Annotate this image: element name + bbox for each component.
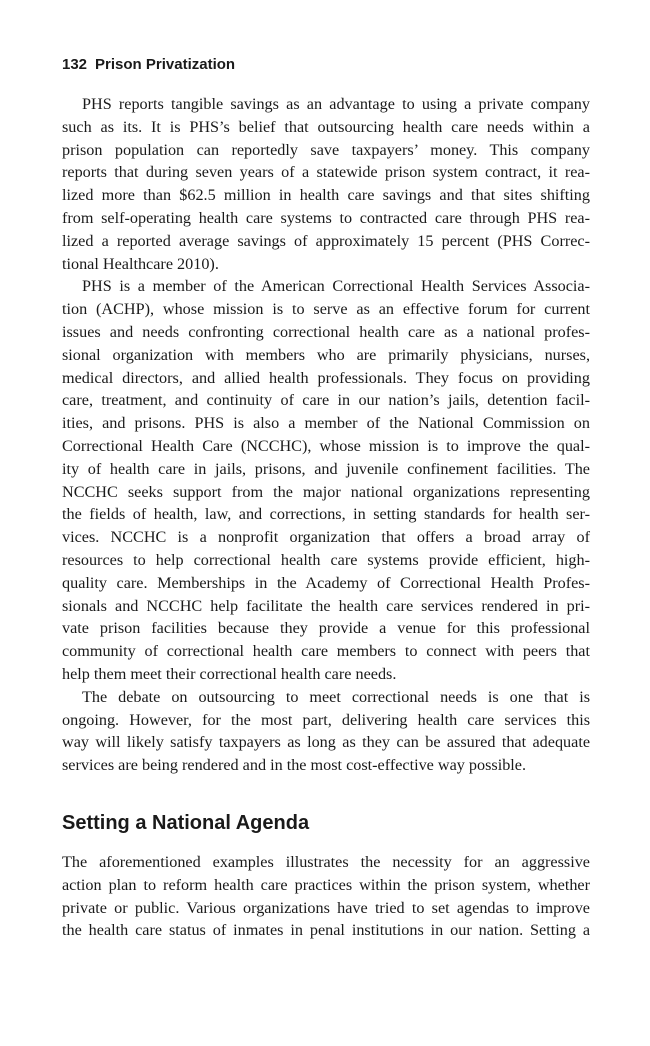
text-line: action plan to reform health care practices within the prison system, whether [62,875,590,894]
text-line: ities, and prisons. PHS is also a member of the National Commission on [62,414,590,433]
text-line: lized a reported average savings of approximately 15 percent (PHS Correc- [62,231,590,250]
text-line: private or public. Various organizations have tried to set agendas to improve [62,898,590,917]
paragraph [62,851,590,942]
text-line: PHS reports tangible savings as an advantage to using a private company [82,95,590,113]
section-body-text [62,851,590,942]
text-line: care, treatment, and continuity of care in our nation’s jails, detention facil- [62,391,590,410]
text-line: the fields of health, law, and corrections, in setting standards for health ser- [62,505,590,524]
text-line: medical directors, and allied health professionals. They focus on providing [62,368,590,387]
running-title: Prison Privatization [95,56,236,73]
text-line: services are being rendered and in the most cost-effective way possible. [62,756,527,775]
text-line: lized more than $62.5 million in health care savings and that sites shifting [62,186,590,205]
text-line: vate prison facilities because they provide a venue for this professional [62,619,590,638]
text-line: community of correctional health care members to connect with peers that [62,642,590,661]
paragraph [62,686,590,777]
text-line: such as its. It is PHS’s belief that outsourcing health care needs within a [62,117,590,136]
text-line: The debate on outsourcing to meet correctional needs is one that is [82,687,590,706]
section-heading: Setting a National Agenda [62,812,310,834]
text-line: resources to help correctional health care systems provide efficient, high- [62,550,590,569]
text-line: tional Healthcare 2010). [62,254,219,273]
text-line: help them meet their correctional health care needs. [62,664,397,683]
text-line: prison population can reportedly save taxpayers’ money. This company [62,140,590,159]
text-line: tion (ACHP), whose mission is to serve as an effective forum for current [62,300,590,319]
text-line: ity of health care in jails, prisons, and juvenile confinement facilities. The [62,459,590,478]
paragraph [62,275,590,685]
body-text [62,93,590,777]
text-line: vices. NCCHC is a nonprofit organization that offers a broad array of [62,528,590,547]
text-line: ongoing. However, for the most part, delivering health care services this [62,710,590,729]
text-line: The aforementioned examples illustrates the necessity for an aggressive [62,853,590,871]
text-line: reports that during seven years of a statewide prison system contract, it rea- [62,163,590,182]
text-line: issues and needs confronting correctional health care as a national profes- [62,322,590,341]
running-head [62,56,235,73]
text-line: from self-operating health care systems to contracted care through PHS rea- [62,208,590,227]
text-line: quality care. Memberships in the Academy of Correctional Health Profes- [62,573,590,592]
text-line: NCCHC seeks support from the major national organizations representing [62,482,590,501]
text-line: way will likely satisfy taxpayers as long as they can be assured that adequate [62,733,590,752]
text-line: the health care status of inmates in penal institutions in our nation. Setting a [62,921,590,940]
text-line: sional organization with members who are primarily physicians, nurses, [62,345,590,364]
page-number: 132 [62,56,88,73]
paragraph [62,93,590,275]
text-line: sionals and NCCHC help facilitate the health care services rendered in pri- [62,596,590,615]
text-line: PHS is a member of the American Correctional Health Services Associa- [82,277,590,296]
text-line: Correctional Health Care (NCCHC), whose mission is to improve the qual- [62,436,590,455]
